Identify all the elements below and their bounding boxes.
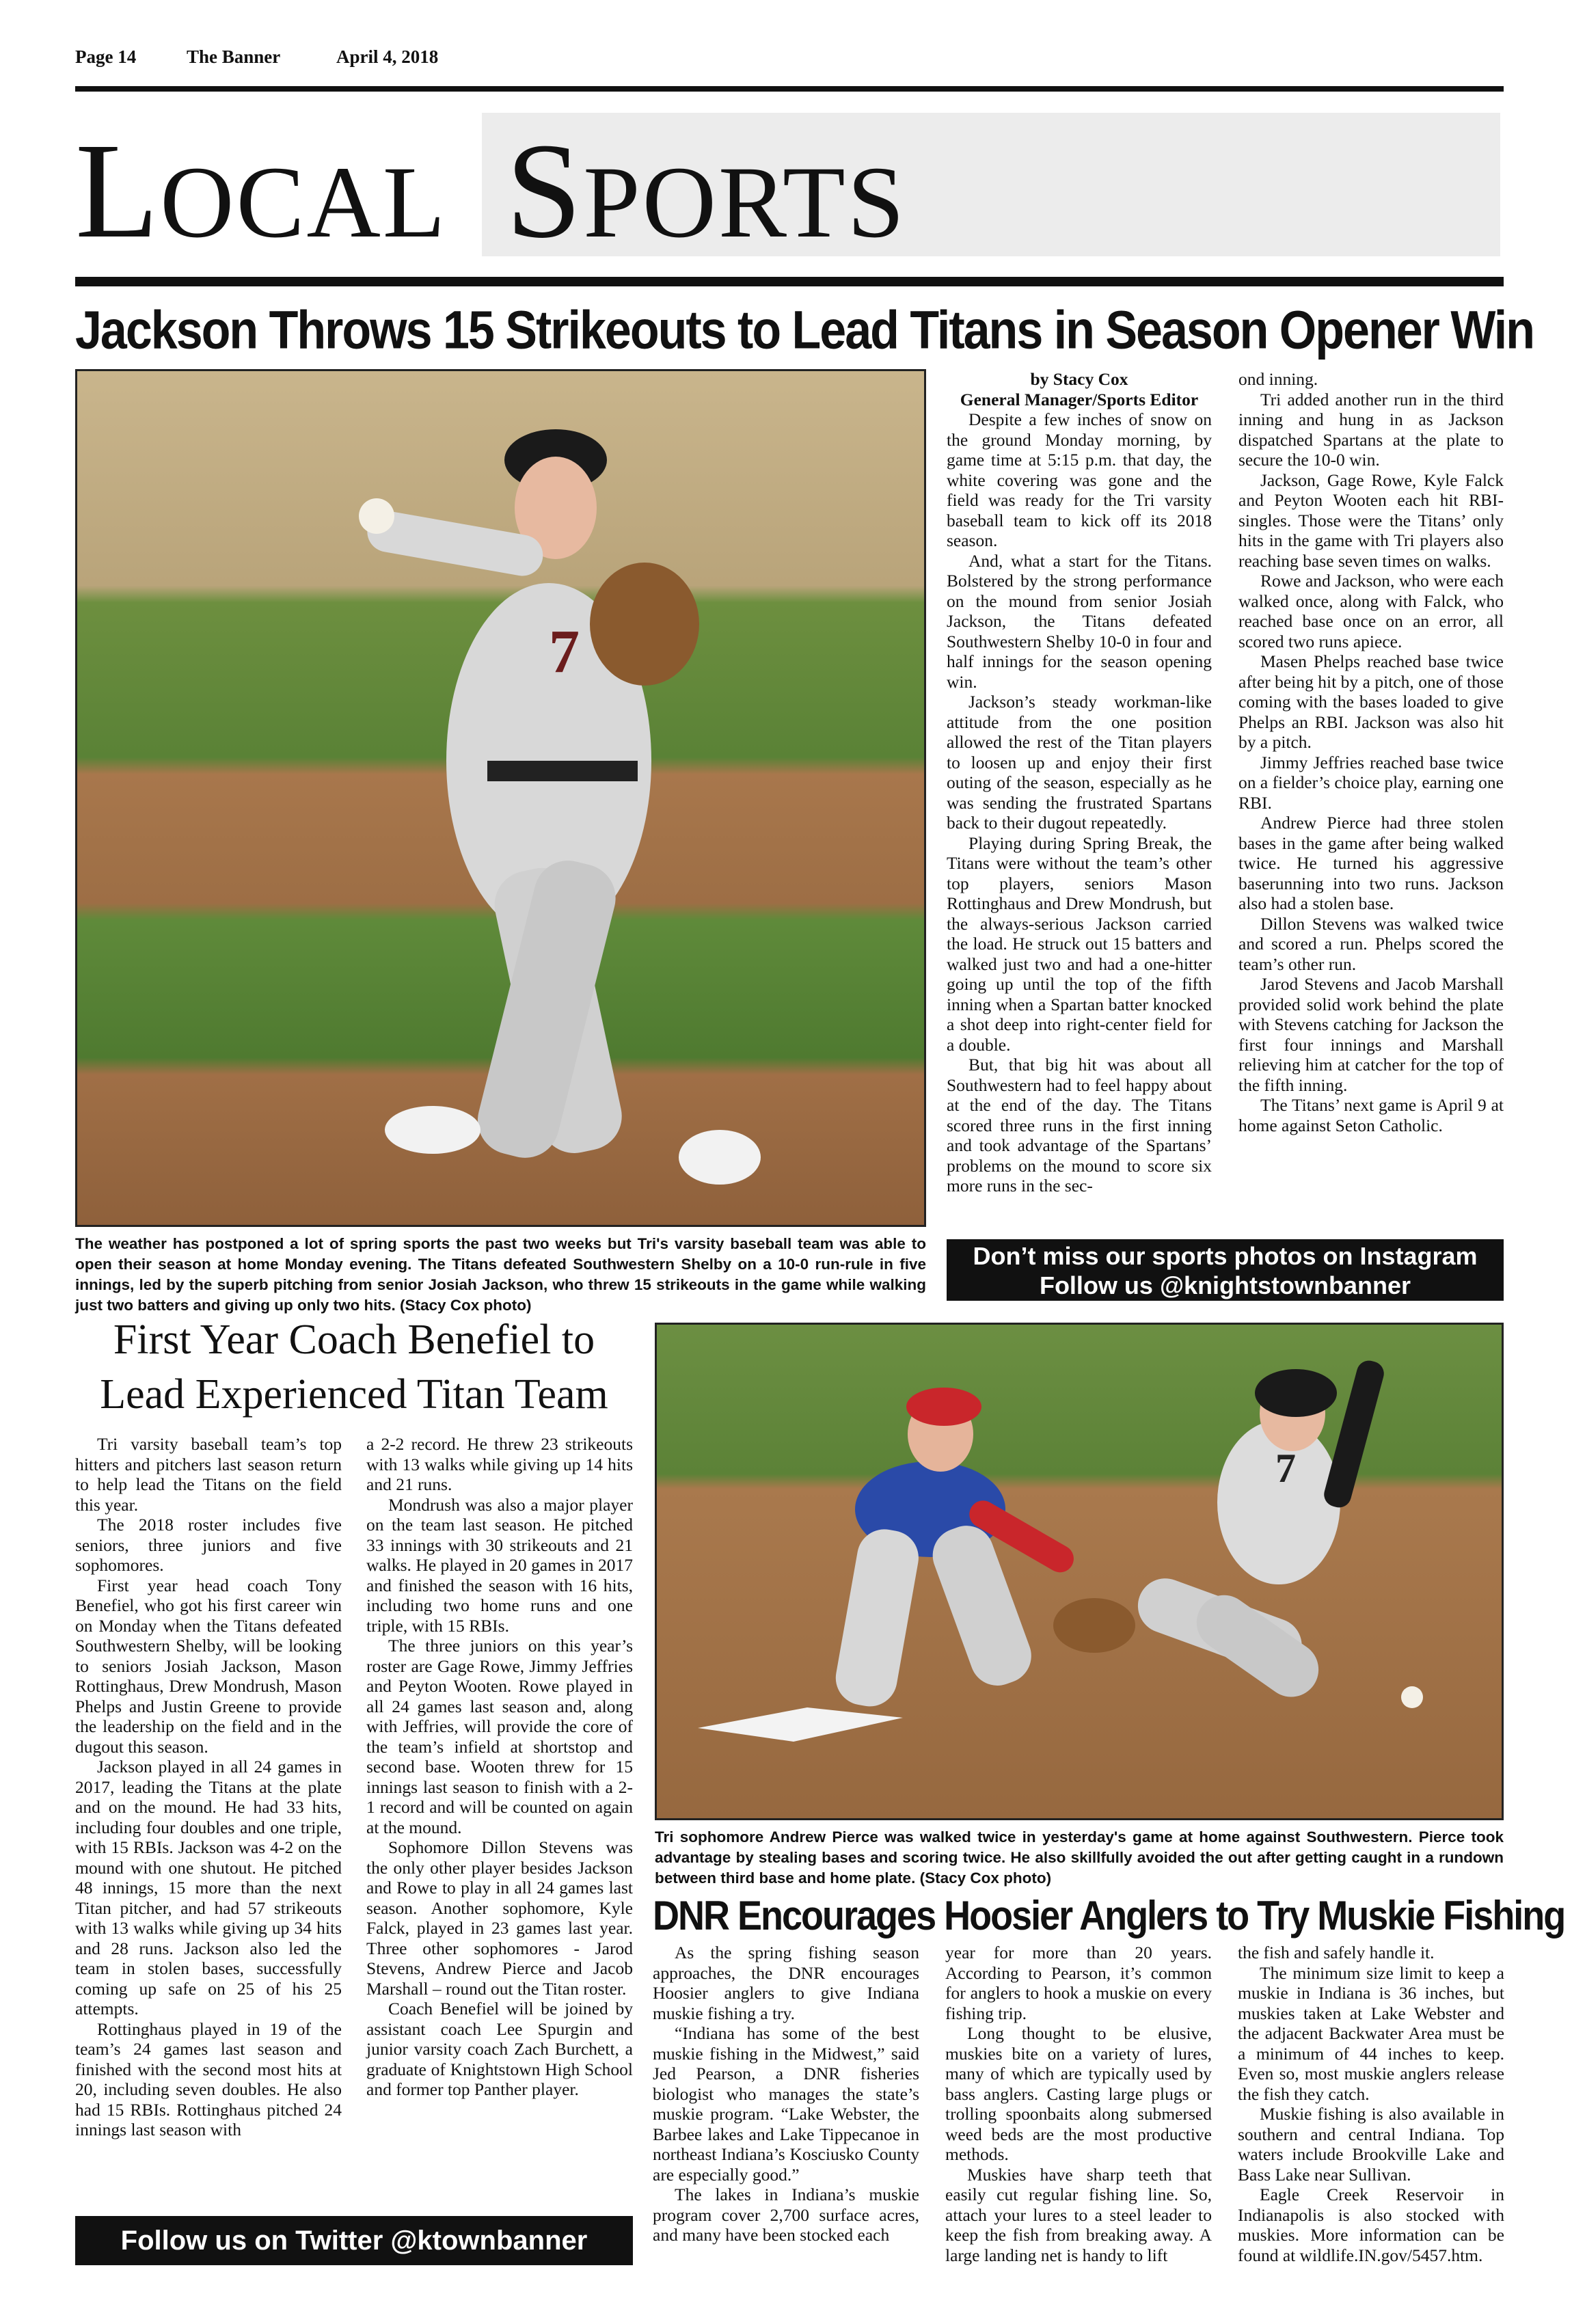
story2-paragraph: a 2-2 record. He threw 23 strikeouts with 13 walks while giving up 14 hits and 21 runs.	[366, 1434, 633, 1494]
story1-paragraph: But, that big hit was about all Southwestern had to feel happy about at the end of the day. The Titans scored three runs in the first inning and took advantage of the Spartans’ problems on the mound to score six more runs in the sec-	[947, 1055, 1212, 1195]
story3-paragraph: Muskie fishing is also available in southern and central Indiana. Top waters include Brookville Lake and Bass Lake near Sullivan.	[1238, 2104, 1504, 2185]
story1-paragraph: Tri added another run in the third inning and hung in as Jackson dispatched Spartans at the plate to secure the 10-0 win.	[1238, 389, 1504, 470]
story2-column-1	[75, 1434, 342, 2140]
byline-title: General Manager/Sports Editor	[960, 389, 1199, 409]
story3-paragraph: “Indiana has some of the best muskie fishing in the Midwest,” said Jed Pearson, a DNR fisheries biologist who manages the state’s muskie program. “Lake Webster, the Barbee lakes and Lake Tippecanoe in northeast Indiana’s Kosciusko County are especially good.”	[653, 2023, 919, 2185]
section-rule	[75, 277, 1504, 286]
story3-headline: DNR Encourages Hoosier Anglers to Try Muskie Fishing	[653, 1893, 1565, 1939]
story2-paragraph: The three juniors on this year’s roster are Gage Rowe, Jimmy Jeffries and Peyton Wooten. Rowe played in all 24 games last season and, along with Jeffries, will provide the core of the team’s infield at shortstop and second base. Wooten threw for 15 innings last season to finish with a 2-1 record and will be counted on again at the mound.	[366, 1636, 633, 1837]
story2-paragraph: Coach Benefiel will be joined by assistant coach Lee Spurgin and junior varsity coach Zach Burchett, a graduate of Knightstown High School and former top Panther player.	[366, 1999, 633, 2099]
story3-paragraph: As the spring fishing season approaches, the DNR encourages Hoosier anglers to give Indiana muskie fishing a try.	[653, 1943, 919, 2023]
masthead-sports-rest: PORTS	[583, 146, 907, 259]
story1-paragraph: Jackson, Gage Rowe, Kyle Falck and Peyton Wooten each hit RBI-singles. Those were the Titans’ only hits in the game with Tri players also reaching base seven times on walks.	[1238, 470, 1504, 571]
story3-paragraph: Muskies have sharp teeth that easily cut regular fishing line. So, attach your lures to a steel leader to keep the fish from breaking away. A large landing net is handy to lift	[945, 2164, 1212, 2265]
story3-paragraph: the fish and safely handle it.	[1238, 1943, 1435, 1962]
story3-paragraph: The lakes in Indiana’s muskie program cover 2,700 surface acres, and many have been stocked each	[653, 2185, 919, 2245]
story1-paragraph: Dillon Stevens was walked twice and scored a run. Phelps scored the team’s other run.	[1238, 913, 1504, 974]
masthead-sports-cap: S	[506, 116, 584, 267]
story2-paragraph: Sophomore Dillon Stevens was the only other player besides Jackson and Rowe to play in all 24 games last season. Another sophomore, Kyle Falck, played in 23 games last year. Three other sophomores - Jarod Stevens, Andrew Pierce and Jacob Marshall – round out the Titan roster.	[366, 1837, 633, 1999]
twitter-promo-box: Follow us on Twitter @ktownbanner	[75, 2216, 633, 2265]
pitcher-photo	[75, 369, 926, 1227]
story1-paragraph: And, what a start for the Titans. Bolstered by the strong performance on the mound from senior Josiah Jackson, the Titans defeated Southwestern Shelby 10-0 in four and half innings for the season opening win.	[947, 550, 1212, 692]
story2-paragraph: Rottinghaus played in 19 of the team’s 24 games last season and finished with the second most hits at 20, including seven doubles. He also had 15 RBIs. Rottinghaus pitched 24 innings last season with	[75, 2018, 342, 2139]
story1-paragraph: Rowe and Jackson, who were each walked once, along with Falck, who reached base once on an error, all scored two runs apiece.	[1238, 571, 1504, 651]
story2-paragraph: Mondrush was also a major player on the team last season. He pitched 33 innings with 30 strikeouts and 21 walks. He played in 20 games in 2017 and finished the season with 16 hits, including two home runs and one triple, with 15 RBIs.	[366, 1494, 633, 1636]
instagram-line-1: Don’t miss our sports photos on Instagram	[973, 1242, 1478, 1270]
story1-paragraph: Despite a few inches of snow on the ground Monday morning, by game time at 5:15 p.m. that day, the white covering was gone and the field was ready for the Tri varsity baseball team to kick off its 2018 season.	[947, 409, 1212, 550]
story2-paragraph: Tri varsity baseball team’s top hitters and pitchers last season return to help lead the Titans on the field this year.	[75, 1434, 342, 1515]
story1-paragraph: ond inning.	[1238, 369, 1318, 389]
base-slide-photo-caption: Tri sophomore Andrew Pierce was walked twice in yesterday's game at home against Southwestern. Pierce took advantage by stealing bases and scoring twice. He also skillfully avoided the out after getting caught in a rundown between third base and home plate. (Stacy Cox photo)	[655, 1828, 1504, 1887]
masthead-local-cap: L	[75, 116, 161, 267]
instagram-line-2: Follow us @knightstownbanner	[1039, 1271, 1411, 1299]
story1-paragraph: Jackson’s steady workman-like attitude from the one position allowed the rest of the Titan players to loosen up and enjoy their first outing of the season, especially as he was sending the frustrated Spartans back to their dugout repeatedly.	[947, 692, 1212, 833]
story1-paragraph: The Titans’ next game is April 9 at home against Seton Catholic.	[1238, 1095, 1504, 1135]
story2-headline	[75, 1312, 633, 1422]
story2-headline-line-2: Lead Experienced Titan Team	[100, 1371, 608, 1418]
story1-paragraph: Andrew Pierce had three stolen bases in the game after being walked twice. He turned his aggressive baserunning into two runs. Jackson also had a stolen base.	[1238, 813, 1504, 913]
story3-paragraph: Eagle Creek Reservoir in Indianapolis is also stocked with muskies. More information can be found at wildlife.IN.gov/5457.htm.	[1238, 2185, 1504, 2265]
story2-column-2	[366, 1434, 633, 2100]
story3-column-1	[653, 1943, 919, 2245]
story1-column-1	[947, 369, 1212, 1196]
story3-paragraph: The minimum size limit to keep a muskie in Indiana is 36 inches, but muskies taken at Lake Webster and the adjacent Backwater Area must be a minimum of 44 inches to keep. Even so, most muskie anglers release the fish they catch.	[1238, 1962, 1504, 2104]
svg-text:7: 7	[1275, 1446, 1296, 1491]
story1-paragraph: Playing during Spring Break, the Titans were without the team’s other top players, seniors Mason Rottinghaus and Drew Mondrush, but the always-serious Jackson carried the load. He struck out 15 batters and walked just two and had a one-hitter going up until the top of the fifth inning when a Spartan batter knocked a shot deep into right-center field for a double.	[947, 833, 1212, 1055]
masthead-local-rest: OCAL	[160, 146, 448, 259]
byline-name: by Stacy Cox	[1030, 369, 1128, 389]
masthead-sports	[482, 113, 1500, 267]
instagram-promo-box	[947, 1239, 1504, 1301]
story3-column-3	[1238, 1943, 1504, 2265]
page-number: Page 14	[75, 46, 137, 67]
story1-paragraph: Masen Phelps reached base twice after being hit by a pitch, one of those coming with the bases loaded to give Phelps an RBI. Jackson was also hit by a pitch.	[1238, 651, 1504, 752]
svg-text:7: 7	[549, 618, 580, 686]
story3-column-2	[945, 1943, 1212, 2265]
story1-headline: Jackson Throws 15 Strikeouts to Lead Titans in Season Opener Win	[75, 300, 1534, 360]
issue-date: April 4, 2018	[336, 46, 439, 67]
pitcher-photo-caption: The weather has postponed a lot of spring sports the past two weeks but Tri's varsity baseball team was able to open their season at home Monday evening. The Titans defeated Southwestern Shelby on a 10-0 run-rule in five innings, led by the superb pitching from senior Josiah Jackson, who threw 15 strikeouts in the game while walking just two batters and giving up only two hits. (Stacy Cox photo)	[75, 1235, 926, 1314]
story2-paragraph: First year head coach Tony Benefiel, who got his first career win on Monday when the Titans defeated Southwestern Shelby, will be looking to seniors Josiah Jackson, Mason Rottinghaus, Drew Mondrush, Mason Phelps and Justin Greene to provide the leadership on the field and in the dugout this season.	[75, 1575, 342, 1757]
story2-paragraph: The 2018 roster includes five seniors, three juniors and five sophomores.	[75, 1515, 342, 1575]
top-rule	[75, 86, 1504, 92]
story2-paragraph: Jackson played in all 24 games in 2017, leading the Titans at the plate and on the mound. He had 33 hits, including four doubles and one triple, with 15 RBIs. Jackson was 4-2 on the mound with one shutout. He pitched 48 innings, 15 more than the next Titan pitcher, and had 57 strikeouts with 13 walks while giving up 34 hits and 28 runs. Jackson also led the team in stolen bases, successfully coming up safe on 25 of his 25 attempts.	[75, 1757, 342, 2018]
story1-paragraph: Jimmy Jeffries reached base twice on a fielder’s choice play, earning one RBI.	[1238, 752, 1504, 813]
folio-line	[75, 46, 1510, 74]
story3-paragraph: year for more than 20 years. According to Pearson, it’s common for anglers to hook a muskie on every fishing trip.	[945, 1943, 1212, 2023]
story1-column-2	[1238, 369, 1504, 1135]
story2-headline-line-1: First Year Coach Benefiel to	[113, 1316, 595, 1363]
story3-paragraph: Long thought to be elusive, muskies bite on a variety of lures, many of which are typically used by bass anglers. Casting large plugs or trolling spoonbaits along submersed weed beds are the most productive methods.	[945, 2023, 1212, 2164]
paper-name: The Banner	[187, 46, 281, 67]
base-slide-photo	[655, 1323, 1504, 1820]
story1-paragraph: Jarod Stevens and Jacob Marshall provided solid work behind the plate with Stevens catching for Jackson the first four innings and Marshall relieving him at catcher for the top of the fifth inning.	[1238, 974, 1504, 1095]
